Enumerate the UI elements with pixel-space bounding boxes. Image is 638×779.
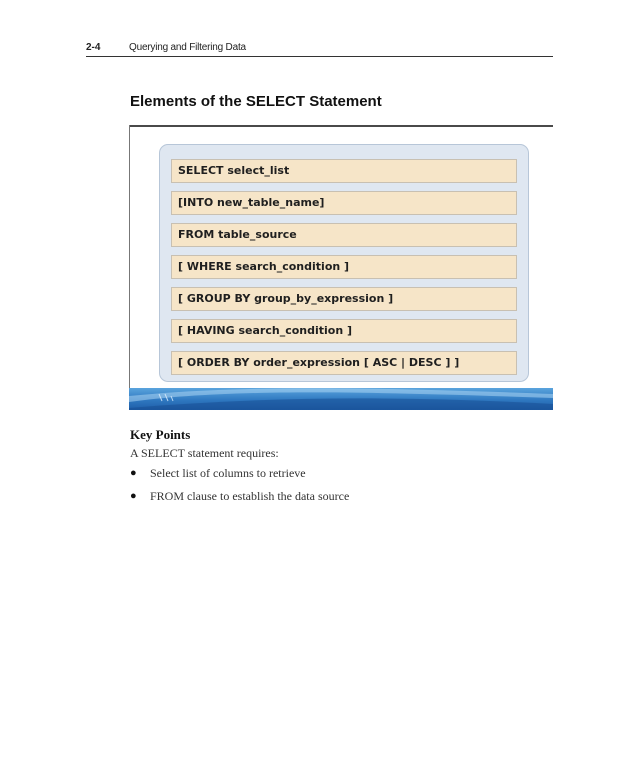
syntax-row-into: [INTO new_table_name] xyxy=(171,191,517,215)
syntax-row-where: [ WHERE search_condition ] xyxy=(171,255,517,279)
page-header xyxy=(86,38,553,57)
bullet-icon: ● xyxy=(130,490,137,502)
footer-swoosh-graphic xyxy=(129,388,553,410)
syntax-row-from: FROM table_source xyxy=(171,223,517,247)
slide-top-rule xyxy=(129,125,553,127)
slide-footer-band xyxy=(129,388,553,410)
key-points-intro: A SELECT statement requires: xyxy=(130,446,279,460)
slide-image xyxy=(129,125,553,410)
chapter-title: Querying and Filtering Data xyxy=(129,42,246,53)
list-item-text: Select list of columns to retrieve xyxy=(150,466,306,480)
syntax-row-group-by: [ GROUP BY group_by_expression ] xyxy=(171,287,517,311)
syntax-panel xyxy=(159,144,529,382)
slide-left-rule xyxy=(129,125,130,410)
page-number: 2-4 xyxy=(86,42,101,53)
page-title: Elements of the SELECT Statement xyxy=(130,93,382,110)
syntax-row-having: [ HAVING search_condition ] xyxy=(171,319,517,343)
bullet-icon: ● xyxy=(130,467,137,479)
syntax-row-select: SELECT select_list xyxy=(171,159,517,183)
key-points-heading: Key Points xyxy=(130,427,191,442)
list-item-text: FROM clause to establish the data source xyxy=(150,489,350,503)
syntax-row-order-by: [ ORDER BY order_expression [ ASC | DESC ] ] xyxy=(171,351,517,375)
